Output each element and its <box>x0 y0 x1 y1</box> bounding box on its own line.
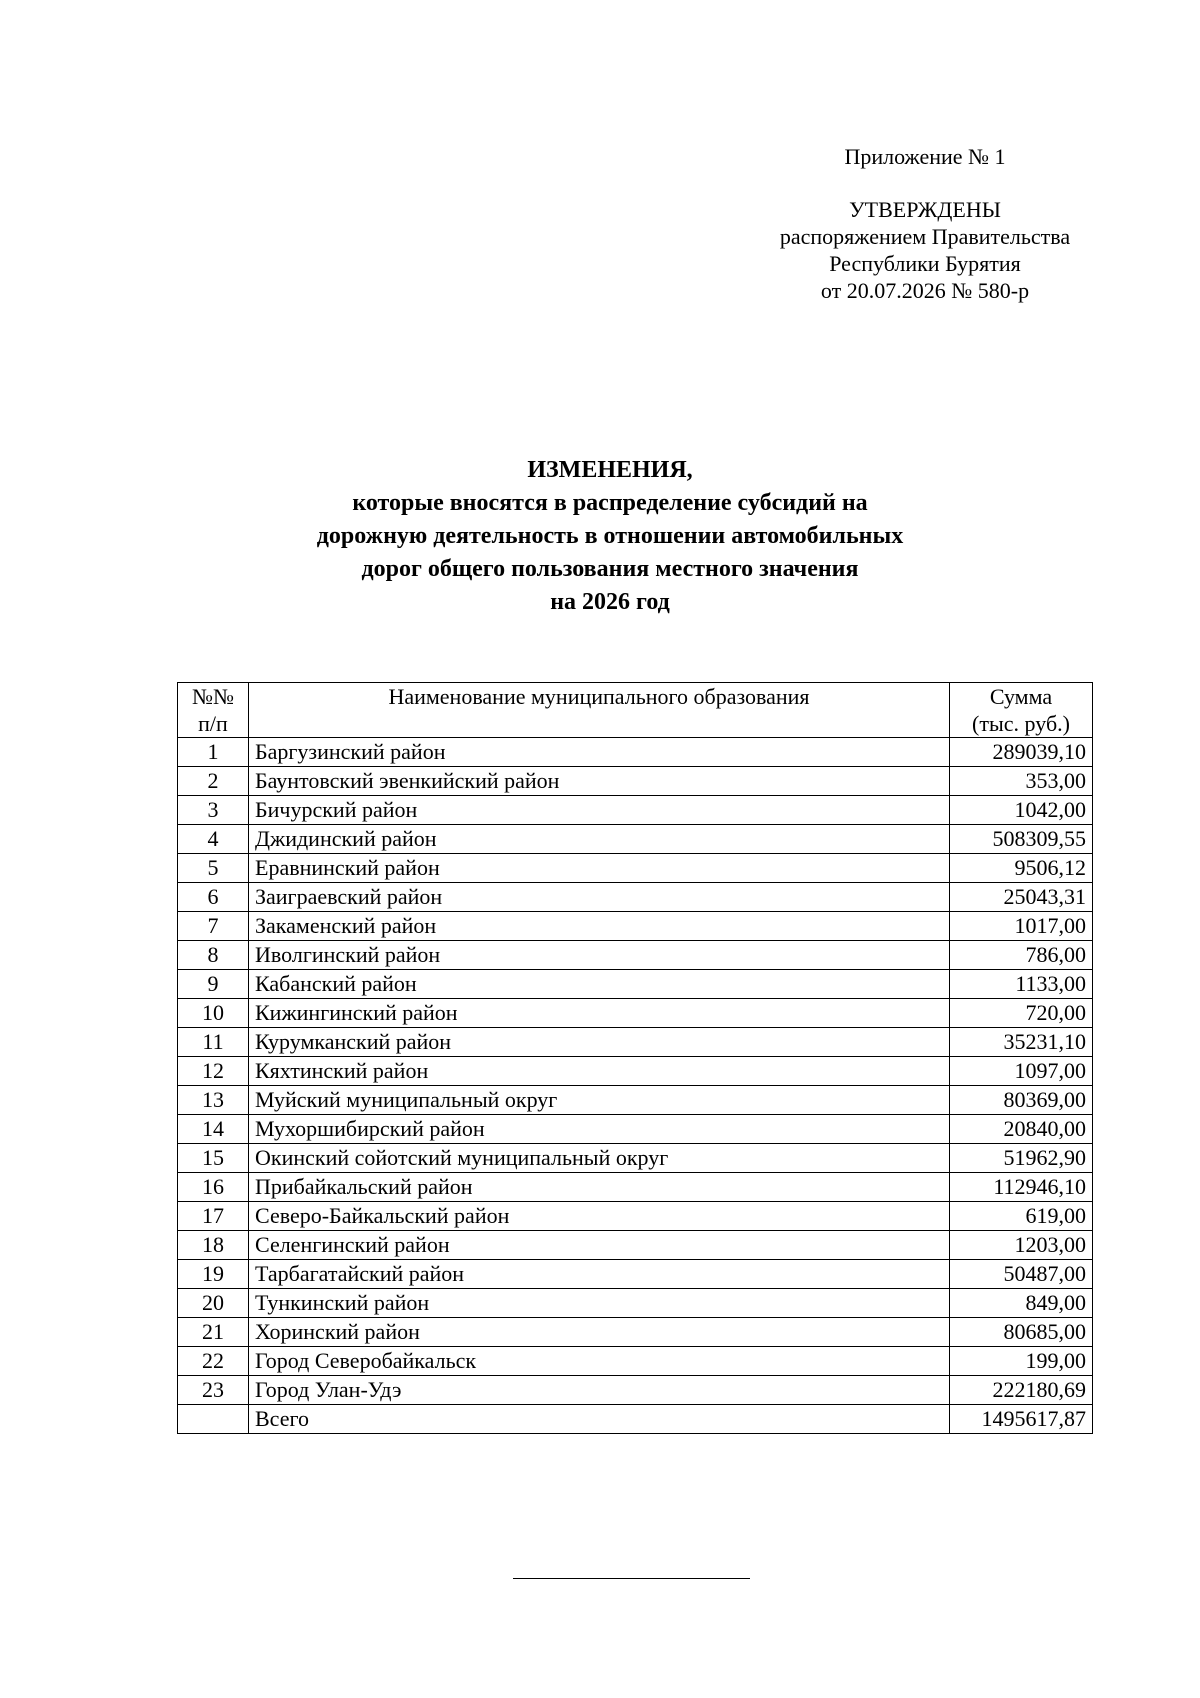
table-row <box>178 825 1093 854</box>
table-row <box>178 738 1093 767</box>
row-name: Курумканский район <box>249 1028 950 1057</box>
approval-date-line: от 20.07.2026 № 580-р <box>820 278 1030 303</box>
row-name: Кабанский район <box>249 970 950 999</box>
row-number: 9 <box>178 970 249 999</box>
row-number: 19 <box>178 1260 249 1289</box>
row-number: 22 <box>178 1347 249 1376</box>
row-number: 16 <box>178 1173 249 1202</box>
row-name: Муйский муниципальный округ <box>249 1086 950 1115</box>
table-row <box>178 1318 1093 1347</box>
row-sum: 619,00 <box>950 1202 1093 1231</box>
row-name: Хоринский район <box>249 1318 950 1347</box>
table-row <box>178 1144 1093 1173</box>
appendix-block <box>760 143 1090 304</box>
row-name: Кижингинский район <box>249 999 950 1028</box>
table-row <box>178 1028 1093 1057</box>
bottom-divider <box>513 1578 750 1579</box>
table-row <box>178 1376 1093 1405</box>
table-row <box>178 1115 1093 1144</box>
appendix-label: Приложение № 1 <box>844 144 1006 169</box>
header-row <box>178 683 1093 738</box>
row-name: Окинский сойотский муниципальный округ <box>249 1144 950 1173</box>
total-label: Всего <box>249 1405 950 1434</box>
row-sum: 35231,10 <box>950 1028 1093 1057</box>
header-number-line1: №№ <box>192 684 234 709</box>
row-number: 12 <box>178 1057 249 1086</box>
table-row <box>178 1231 1093 1260</box>
row-sum: 112946,10 <box>950 1173 1093 1202</box>
row-name: Северо-Байкальский район <box>249 1202 950 1231</box>
document-title <box>160 454 1060 619</box>
row-sum: 9506,12 <box>950 854 1093 883</box>
row-sum: 1097,00 <box>950 1057 1093 1086</box>
table-row <box>178 883 1093 912</box>
row-number: 4 <box>178 825 249 854</box>
row-name: Закаменский район <box>249 912 950 941</box>
row-sum: 353,00 <box>950 767 1093 796</box>
table-row <box>178 1260 1093 1289</box>
header-number <box>178 683 249 738</box>
row-sum: 199,00 <box>950 1347 1093 1376</box>
table-row <box>178 1289 1093 1318</box>
total-sum: 1495617,87 <box>950 1405 1093 1434</box>
header-sum-line1: Сумма <box>989 684 1053 709</box>
row-name: Баргузинский район <box>249 738 950 767</box>
table-row <box>178 796 1093 825</box>
row-sum: 1133,00 <box>950 970 1093 999</box>
row-number: 11 <box>178 1028 249 1057</box>
row-number: 23 <box>178 1376 249 1405</box>
table-row <box>178 767 1093 796</box>
table-row <box>178 854 1093 883</box>
row-sum: 786,00 <box>950 941 1093 970</box>
row-number: 10 <box>178 999 249 1028</box>
row-number: 15 <box>178 1144 249 1173</box>
row-name: Бичурский район <box>249 796 950 825</box>
row-number: 17 <box>178 1202 249 1231</box>
row-number: 1 <box>178 738 249 767</box>
table-row <box>178 941 1093 970</box>
row-sum: 20840,00 <box>950 1115 1093 1144</box>
row-sum: 80369,00 <box>950 1086 1093 1115</box>
row-sum: 289039,10 <box>950 738 1093 767</box>
row-name: Мухоршибирский район <box>249 1115 950 1144</box>
row-number: 20 <box>178 1289 249 1318</box>
table-row <box>178 1057 1093 1086</box>
row-name: Прибайкальский район <box>249 1173 950 1202</box>
table-row <box>178 1202 1093 1231</box>
row-number: 5 <box>178 854 249 883</box>
row-sum: 51962,90 <box>950 1144 1093 1173</box>
row-sum: 1017,00 <box>950 912 1093 941</box>
row-sum: 1042,00 <box>950 796 1093 825</box>
row-name: Еравнинский район <box>249 854 950 883</box>
row-number: 14 <box>178 1115 249 1144</box>
header-sum-line2: (тыс. руб.) <box>972 711 1070 736</box>
title-line: ИЗМЕНЕНИЯ, <box>527 457 693 483</box>
row-name: Джидинский район <box>249 825 950 854</box>
row-sum: 25043,31 <box>950 883 1093 912</box>
approved-by-line: Республики Бурятия <box>829 251 1021 276</box>
total-number <box>178 1405 249 1434</box>
row-name: Заиграевский район <box>249 883 950 912</box>
row-sum: 80685,00 <box>950 1318 1093 1347</box>
row-sum: 1203,00 <box>950 1231 1093 1260</box>
table-body <box>178 738 1093 1405</box>
header-name: Наименование муниципального образования <box>249 683 950 738</box>
row-number: 3 <box>178 796 249 825</box>
row-name: Кяхтинский район <box>249 1057 950 1086</box>
row-number: 7 <box>178 912 249 941</box>
approved-title: УТВЕРЖДЕНЫ <box>849 197 1001 222</box>
row-name: Город Улан-Удэ <box>249 1376 950 1405</box>
row-sum: 50487,00 <box>950 1260 1093 1289</box>
table-header <box>178 683 1093 738</box>
row-number: 13 <box>178 1086 249 1115</box>
table-row <box>178 1347 1093 1376</box>
header-sum <box>950 683 1093 738</box>
row-number: 18 <box>178 1231 249 1260</box>
total-row <box>178 1405 1093 1434</box>
table-row <box>178 1173 1093 1202</box>
title-line: которые вносятся в распределение субсидий на <box>352 490 868 516</box>
approved-by-line: распоряжением Правительства <box>779 224 1071 249</box>
row-sum: 222180,69 <box>950 1376 1093 1405</box>
table-row <box>178 970 1093 999</box>
header-number-line2: п/п <box>198 711 228 736</box>
row-name: Тарбагатайский район <box>249 1260 950 1289</box>
row-name: Селенгинский район <box>249 1231 950 1260</box>
title-line: на 2026 год <box>550 589 670 615</box>
table-row <box>178 999 1093 1028</box>
row-name: Иволгинский район <box>249 941 950 970</box>
row-sum: 508309,55 <box>950 825 1093 854</box>
row-sum: 849,00 <box>950 1289 1093 1318</box>
row-number: 6 <box>178 883 249 912</box>
table-row <box>178 1086 1093 1115</box>
row-name: Тункинский район <box>249 1289 950 1318</box>
row-sum: 720,00 <box>950 999 1093 1028</box>
subsidy-table <box>177 682 1093 1434</box>
title-line: дорог общего пользования местного значения <box>361 556 859 582</box>
table-footer <box>178 1405 1093 1434</box>
title-line: дорожную деятельность в отношении автомобильных <box>316 523 904 549</box>
row-number: 21 <box>178 1318 249 1347</box>
table-row <box>178 912 1093 941</box>
row-name: Город Северобайкальск <box>249 1347 950 1376</box>
row-number: 8 <box>178 941 249 970</box>
row-number: 2 <box>178 767 249 796</box>
row-name: Баунтовский эвенкийский район <box>249 767 950 796</box>
